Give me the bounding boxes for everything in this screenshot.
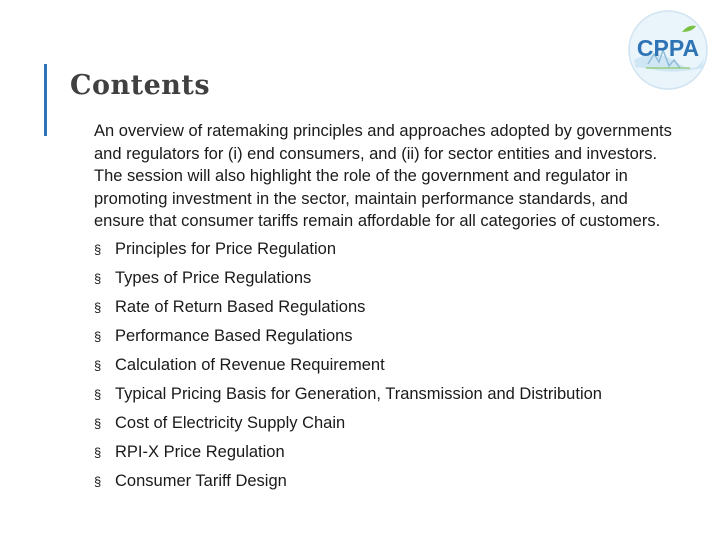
list-item <box>94 438 674 467</box>
bullet-marker: § <box>94 444 102 460</box>
bullet-marker: § <box>94 473 102 489</box>
list-item <box>94 409 674 438</box>
cppa-logo <box>626 8 710 92</box>
list-item-text: Rate of Return Based Regulations <box>115 297 366 316</box>
list-item <box>94 351 674 380</box>
intro-paragraph: An overview of ratemaking principles and approaches adopted by governments and regulators for (i) end consumers, and (ii) for sector entities and investors. The session will also highlight the role of the government and regulator in promoting investment in the sector, maintain performance standards, and ensure that consumer tariffs remain affordable for all categories of customers. <box>94 122 672 230</box>
bullet-marker: § <box>94 357 102 373</box>
list-item <box>94 467 674 496</box>
bullet-marker: § <box>94 386 102 402</box>
list-item <box>94 380 674 409</box>
list-item-text: Calculation of Revenue Requirement <box>115 355 385 374</box>
logo-wordmark: CPPA <box>636 35 700 61</box>
list-item <box>94 322 674 351</box>
list-item-text: Types of Price Regulations <box>115 268 312 287</box>
title-accent-bar <box>44 64 47 136</box>
slide-body <box>94 120 674 496</box>
list-item-text: Cost of Electricity Supply Chain <box>115 413 346 432</box>
list-item-text: RPI-X Price Regulation <box>115 442 285 461</box>
list-item-text: Performance Based Regulations <box>115 326 353 345</box>
list-item-text: Principles for Price Regulation <box>115 239 337 258</box>
slide-title: Contents <box>70 70 211 101</box>
list-item <box>94 235 674 264</box>
bullet-marker: § <box>94 241 102 257</box>
bullet-marker: § <box>94 328 102 344</box>
topics-list <box>94 235 674 496</box>
bullet-marker: § <box>94 270 102 286</box>
list-item <box>94 264 674 293</box>
list-item-text: Typical Pricing Basis for Generation, Transmission and Distribution <box>115 384 602 403</box>
bullet-marker: § <box>94 415 102 431</box>
list-item-text: Consumer Tariff Design <box>115 471 287 490</box>
list-item <box>94 293 674 322</box>
cppa-logo-icon <box>626 8 710 92</box>
bullet-marker: § <box>94 299 102 315</box>
